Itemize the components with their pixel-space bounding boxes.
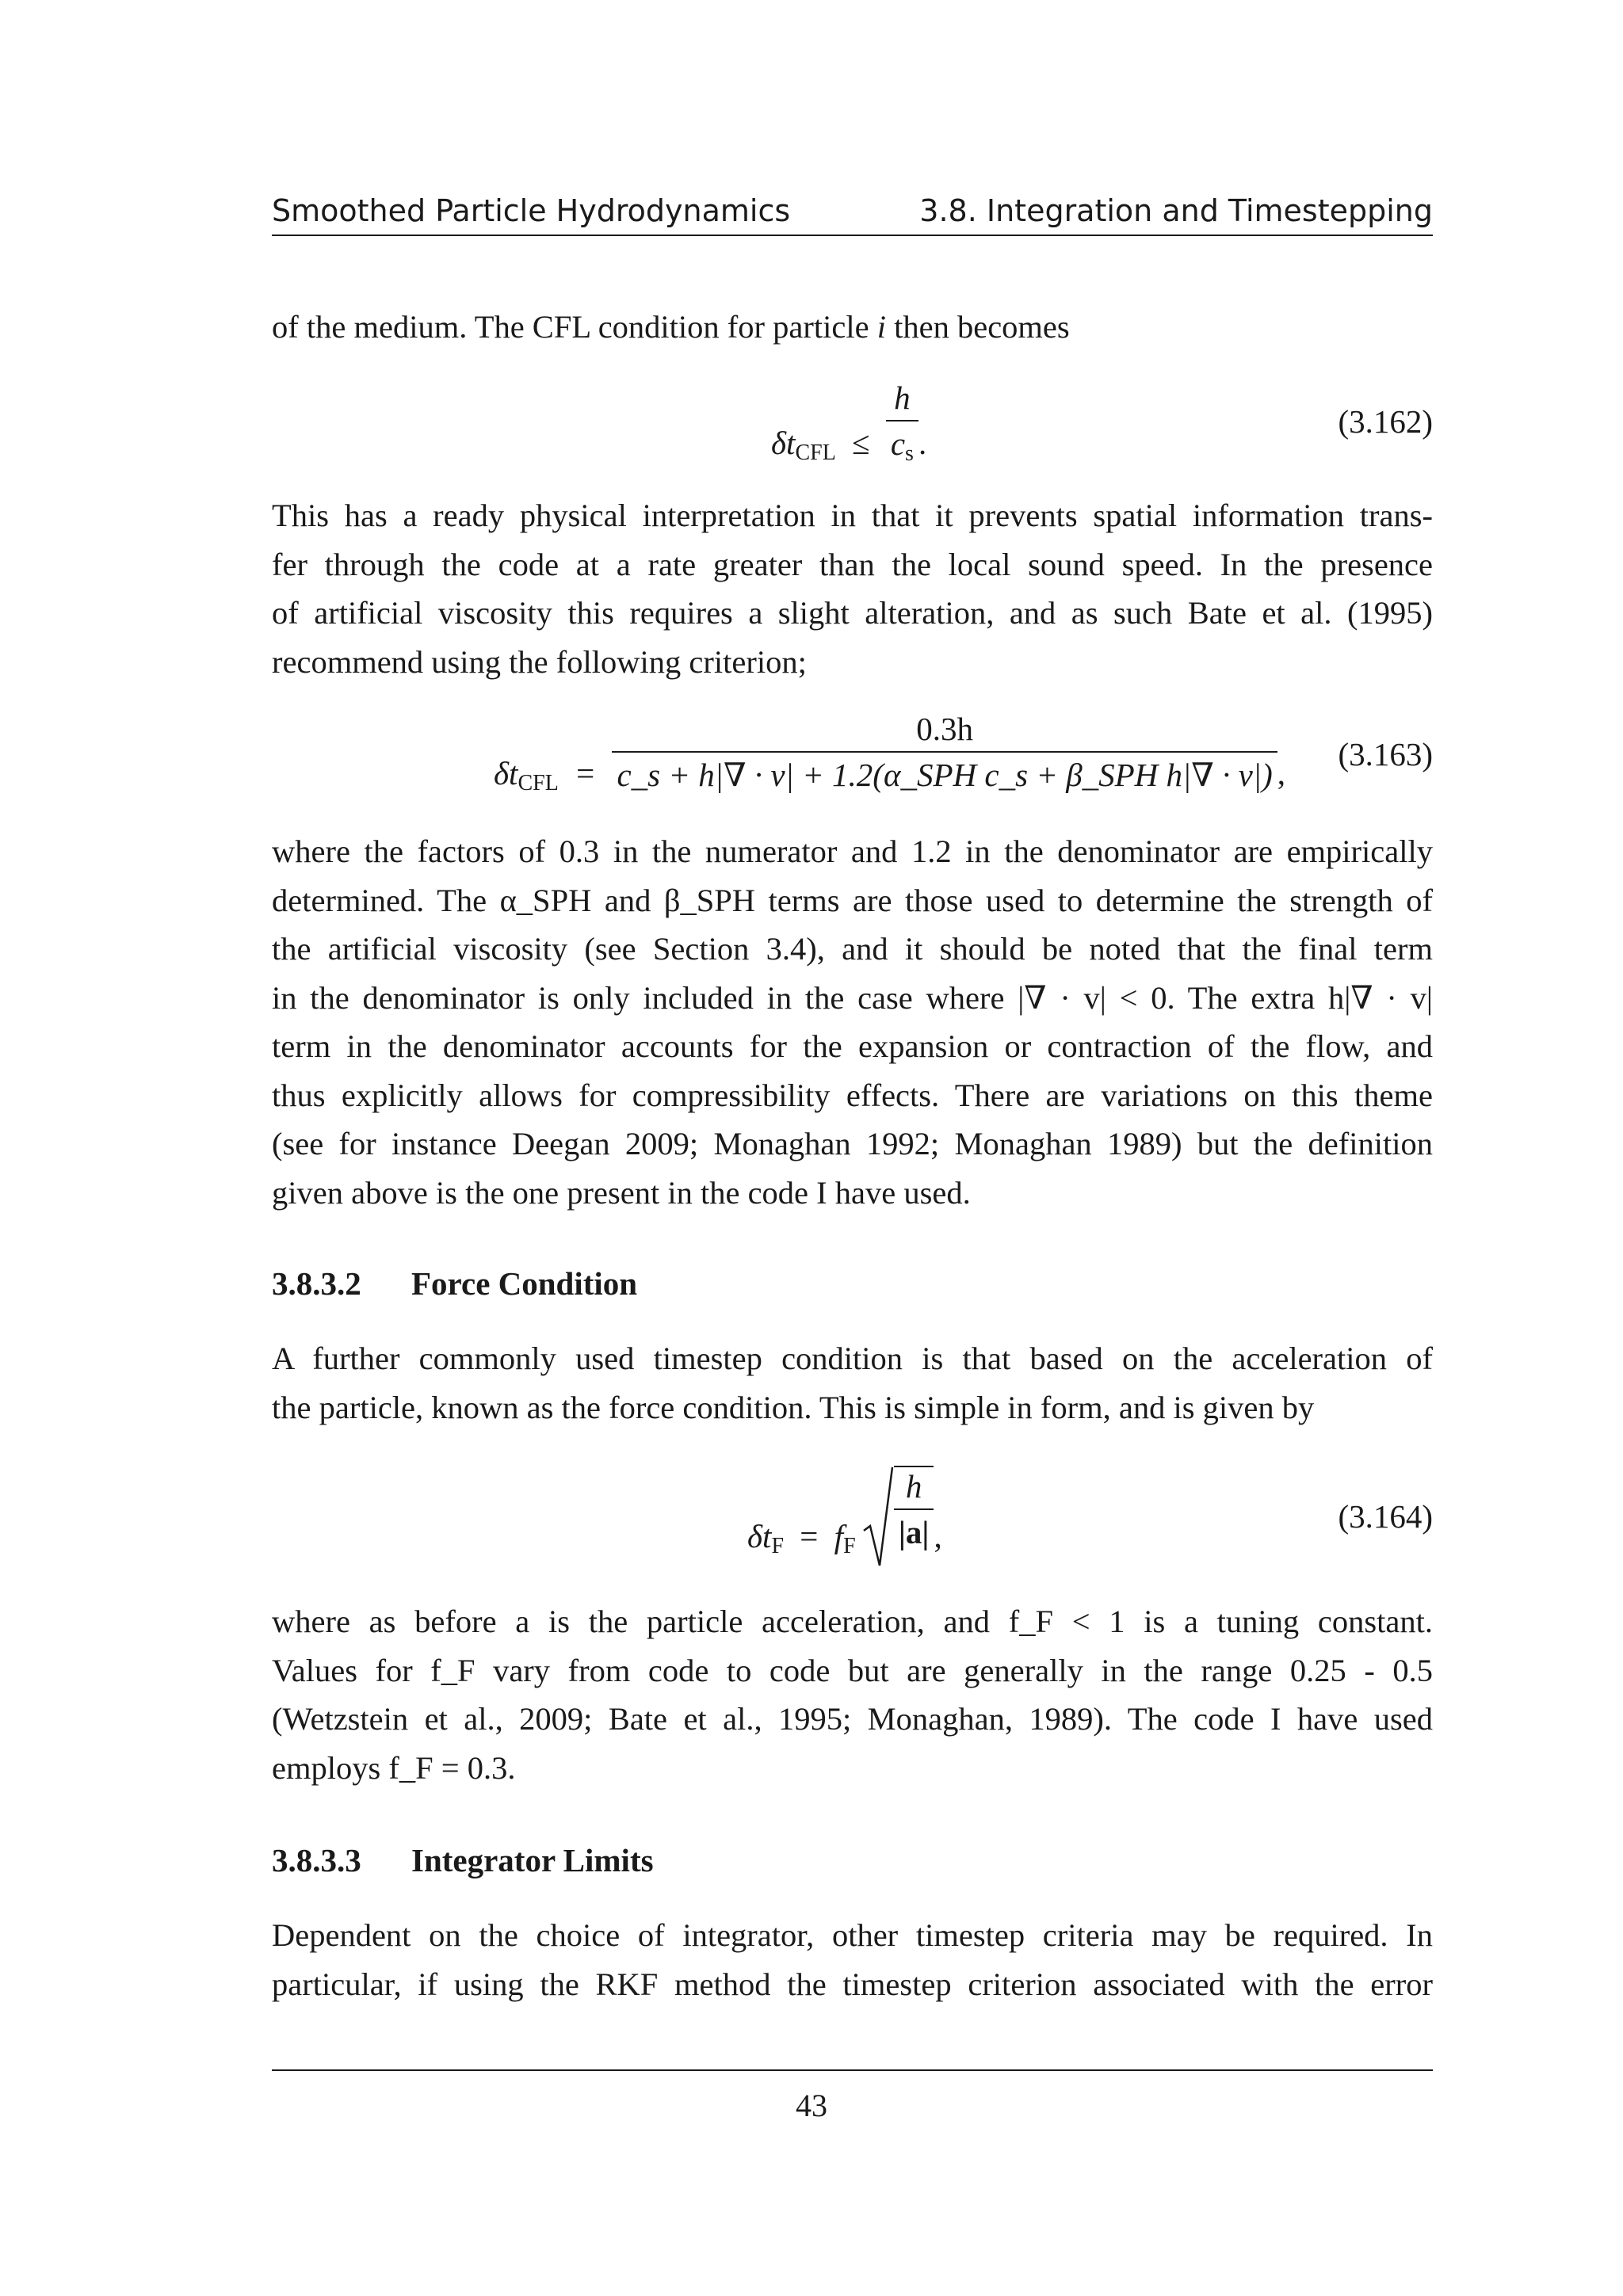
section-title: Integrator Limits bbox=[411, 1842, 654, 1878]
eq164-coef-sub: F bbox=[843, 1534, 856, 1559]
eq164-den: |a| bbox=[894, 1508, 934, 1551]
p6-line: Dependent on the choice of integrator, other timestep criteria may be required. In bbox=[272, 1917, 1433, 1953]
p3-line: determined. The α_SPH and β_SPH terms are those used to determine the strength of bbox=[272, 882, 1433, 918]
eq162-lhs: δt bbox=[771, 424, 796, 461]
eq164-lhs: δt bbox=[747, 1518, 772, 1555]
p3-line: where the factors of 0.3 in the numerator and 1.2 in the denominator are empirically bbox=[272, 833, 1433, 869]
p1-text-after: then becomes bbox=[885, 309, 1070, 345]
eq163-fraction bbox=[612, 710, 1277, 794]
eq163-den: c_s + h|∇ · v| + 1.2(α_SPH c_s + β_SPH h|∇ · v|) bbox=[612, 751, 1277, 794]
paragraph-3 bbox=[272, 827, 1433, 1217]
paragraph-5 bbox=[272, 1597, 1433, 1792]
running-header bbox=[272, 189, 1433, 236]
sqrt-icon bbox=[862, 1466, 894, 1569]
p3-line: (see for instance Deegan 2009; Monaghan 1992; Monaghan 1989) but the definition bbox=[272, 1126, 1433, 1161]
eq164-lhs-sub: F bbox=[771, 1534, 785, 1559]
eq163-lhs: δt bbox=[494, 755, 518, 792]
equation-3-163 bbox=[272, 710, 1433, 805]
p1-text-before: of the medium. The CFL condition for particle bbox=[272, 309, 877, 345]
paragraph-6 bbox=[272, 1911, 1433, 2008]
eq164-rel: = bbox=[800, 1518, 819, 1555]
section-heading-force-condition bbox=[272, 1264, 637, 1302]
eq164-num: h bbox=[905, 1468, 922, 1505]
page-number: 43 bbox=[796, 2088, 827, 2123]
eq164-label: (3.164) bbox=[1338, 1498, 1433, 1535]
p4-line: A further commonly used timestep condition is that based on the acceleration of bbox=[272, 1341, 1433, 1376]
section-heading-integrator-limits bbox=[272, 1841, 654, 1879]
eq163-num: 0.3h bbox=[916, 711, 973, 747]
eq164-coef: f bbox=[834, 1518, 844, 1555]
eq162-lhs-sub: CFL bbox=[795, 440, 836, 465]
eq162-num: h bbox=[894, 379, 911, 416]
p3-line: the artificial viscosity (see Section 3.4), and it should be noted that the final term bbox=[272, 931, 1433, 967]
p1-var: i bbox=[876, 309, 886, 345]
p5-line: (Wetzstein et al., 2009; Bate et al., 1995; Monaghan, 1989). The code I have used bbox=[272, 1701, 1433, 1737]
eq162-den-sub: s bbox=[905, 441, 914, 466]
footer-rule bbox=[272, 2069, 1433, 2071]
p3-line: thus explicitly allows for compressibility effects. There are variations on this theme bbox=[272, 1077, 1433, 1113]
eq162-trail: . bbox=[918, 424, 927, 461]
equation-3-164 bbox=[272, 1466, 1433, 1569]
p4-line: the particle, known as the force condition. This is simple in form, and is given by bbox=[272, 1389, 1315, 1425]
p5-line: Values for f_F vary from code to code but are generally in the range 0.25 - 0.5 bbox=[272, 1652, 1433, 1688]
p6-line: particular, if using the RKF method the timestep criterion associated with the error bbox=[272, 1966, 1433, 2002]
eq163-rel: = bbox=[576, 755, 595, 792]
p3-line: term in the denominator accounts for the expansion or contraction of the flow, and bbox=[272, 1028, 1433, 1064]
p2-line: recommend using the following criterion; bbox=[272, 643, 807, 680]
header-section-title: 3.8. Integration and Timestepping bbox=[919, 193, 1433, 228]
eq163-label: (3.163) bbox=[1338, 736, 1433, 772]
paragraph-2 bbox=[272, 491, 1433, 686]
p5-line: employs f_F = 0.3. bbox=[272, 1749, 516, 1786]
p3-line: in the denominator is only included in the case where |∇ · v| < 0. The extra h|∇ · v| bbox=[272, 979, 1433, 1016]
equation-3-162 bbox=[272, 379, 1433, 466]
section-number: 3.8.3.2 bbox=[272, 1265, 361, 1302]
paragraph-4 bbox=[272, 1334, 1433, 1432]
header-chapter-title: Smoothed Particle Hydrodynamics bbox=[272, 193, 791, 228]
p5-line: where as before a is the particle acceleration, and f_F < 1 is a tuning constant. bbox=[272, 1604, 1433, 1639]
eq162-den: c bbox=[890, 425, 906, 462]
eq162-label: (3.162) bbox=[1338, 403, 1433, 440]
eq164-trail: , bbox=[934, 1518, 942, 1555]
p2-line: This has a ready physical interpretation in that it prevents spatial information trans- bbox=[272, 498, 1433, 533]
p3-line: given above is the one present in the code I have used. bbox=[272, 1174, 971, 1211]
eq162-rel: ≤ bbox=[852, 424, 870, 461]
eq164-sqrt bbox=[864, 1466, 934, 1551]
eq163-trail: , bbox=[1277, 755, 1286, 792]
eq162-fraction bbox=[886, 379, 918, 467]
p2-line: of artificial viscosity this requires a slight alteration, and as such Bate et al. (1995) bbox=[272, 595, 1433, 631]
header-rule bbox=[272, 235, 1433, 236]
section-number: 3.8.3.3 bbox=[272, 1842, 361, 1878]
eq164-fraction bbox=[894, 1467, 934, 1551]
eq163-lhs-sub: CFL bbox=[517, 771, 559, 796]
p2-line: fer through the code at a rate greater than the local sound speed. In the presence bbox=[272, 546, 1433, 582]
section-title: Force Condition bbox=[411, 1265, 638, 1302]
paragraph-1 bbox=[272, 303, 1433, 352]
